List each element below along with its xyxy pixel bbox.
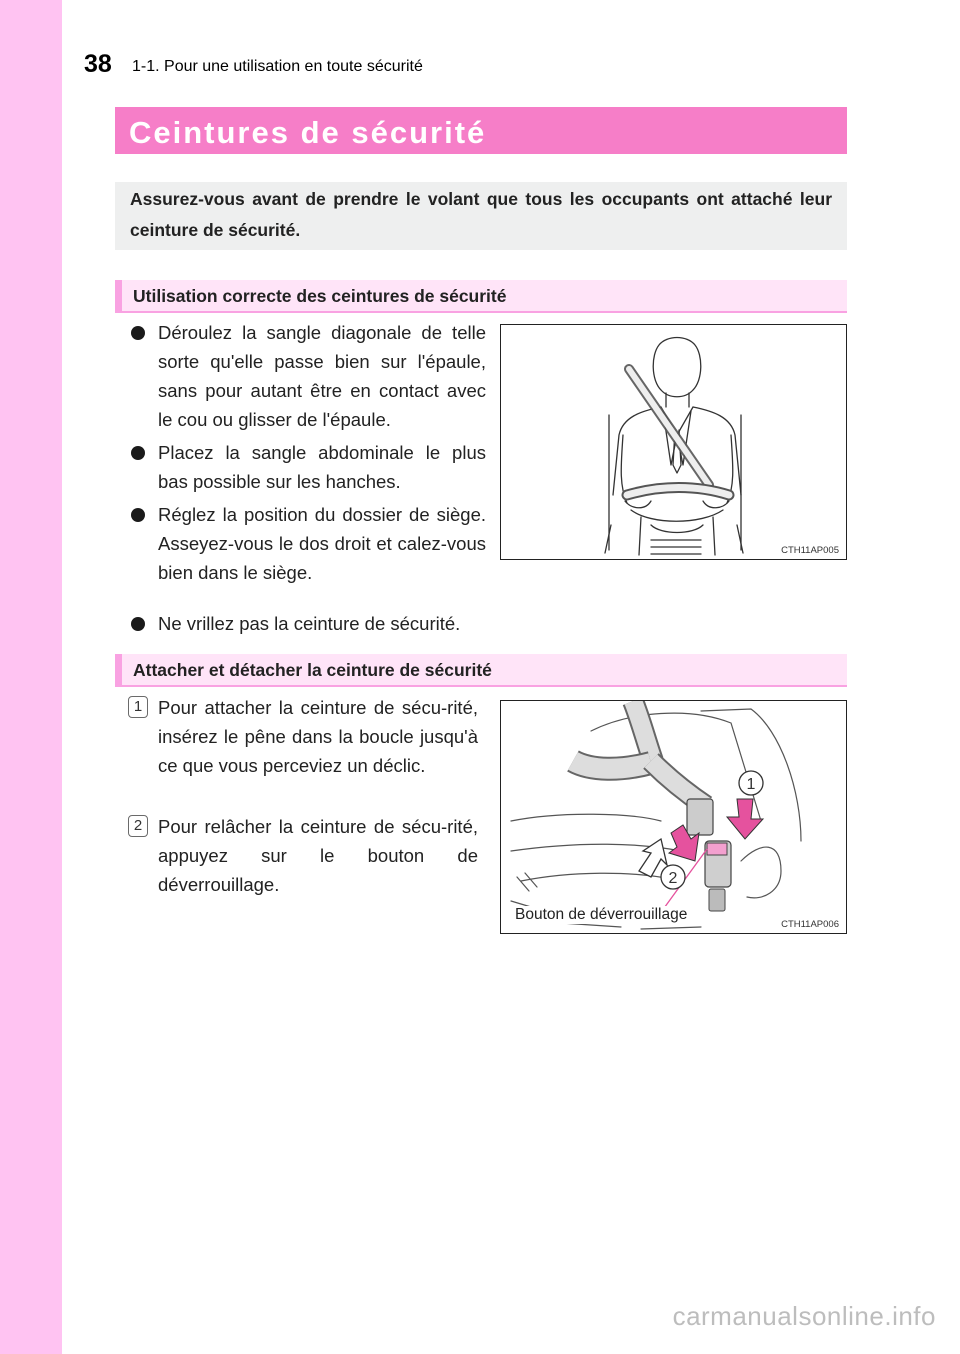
bullet-icon bbox=[131, 326, 145, 340]
step-text: Pour relâcher la ceinture de sécu-rité, appuyez sur le bouton de déverrouillage. bbox=[158, 816, 478, 895]
bullet-icon bbox=[131, 446, 145, 460]
seated-person-illustration bbox=[501, 325, 847, 560]
section-heading-usage bbox=[115, 280, 847, 313]
bullet-text: Déroulez la sangle diagonale de telle sorte qu'elle passe bien sur l'épaule, sans pour autant être en contact avec le cou ou glisser de l'épaule. bbox=[158, 322, 486, 430]
figure-buckle-illustration bbox=[500, 700, 847, 934]
section-heading-usage-text: Utilisation correcte des ceintures de sécurité bbox=[133, 286, 507, 306]
step-number: 1 bbox=[128, 696, 148, 718]
intro-text: Assurez-vous avant de prendre le volant que tous les occupants ont attaché leur ceinture de sécurité. bbox=[130, 189, 832, 240]
bullet-icon bbox=[131, 508, 145, 522]
section-heading-attach-text: Attacher et détacher la ceinture de sécurité bbox=[133, 660, 492, 680]
bullet-item bbox=[130, 500, 486, 587]
release-button-label: Bouton de déverrouillage bbox=[515, 906, 688, 923]
section-heading-attach bbox=[115, 654, 847, 687]
callout-1: 1 bbox=[746, 776, 756, 793]
figure-id: CTH11AP005 bbox=[781, 545, 839, 556]
intro-box bbox=[115, 182, 847, 250]
step-number: 2 bbox=[128, 815, 148, 837]
bullet-item bbox=[130, 438, 486, 496]
section-breadcrumb: 1-1. Pour une utilisation en toute sécurité bbox=[132, 58, 423, 75]
step-text: Pour attacher la ceinture de sécu-rité, insérez le pêne dans la boucle jusqu'à ce que vous perceviez un déclic. bbox=[158, 697, 478, 776]
bullet-text: Réglez la position du dossier de siège. Asseyez-vous le dos droit et calez-vous bien dans le siège. bbox=[158, 504, 486, 583]
figure-seated-person-belt bbox=[500, 324, 847, 560]
page-title-bar bbox=[115, 107, 847, 154]
buckle-illustration bbox=[501, 701, 847, 934]
bullet-text: Ne vrillez pas la ceinture de sécurité. bbox=[158, 613, 461, 634]
bullet-item bbox=[130, 318, 486, 434]
bullet-item bbox=[130, 609, 578, 638]
callout-2: 2 bbox=[668, 870, 678, 887]
page-margin-strip bbox=[0, 0, 62, 1354]
bullet-text: Placez la sangle abdominale le plus bas possible sur les hanches. bbox=[158, 442, 486, 492]
footer-watermark: carmanualsonline.info bbox=[672, 1301, 936, 1331]
usage-bullet-list bbox=[130, 318, 486, 591]
bullet-icon bbox=[131, 617, 145, 631]
figure-id: CTH11AP006 bbox=[781, 919, 839, 930]
page-number: 38 bbox=[84, 50, 112, 78]
page-title: Ceintures de sécurité bbox=[129, 115, 487, 150]
